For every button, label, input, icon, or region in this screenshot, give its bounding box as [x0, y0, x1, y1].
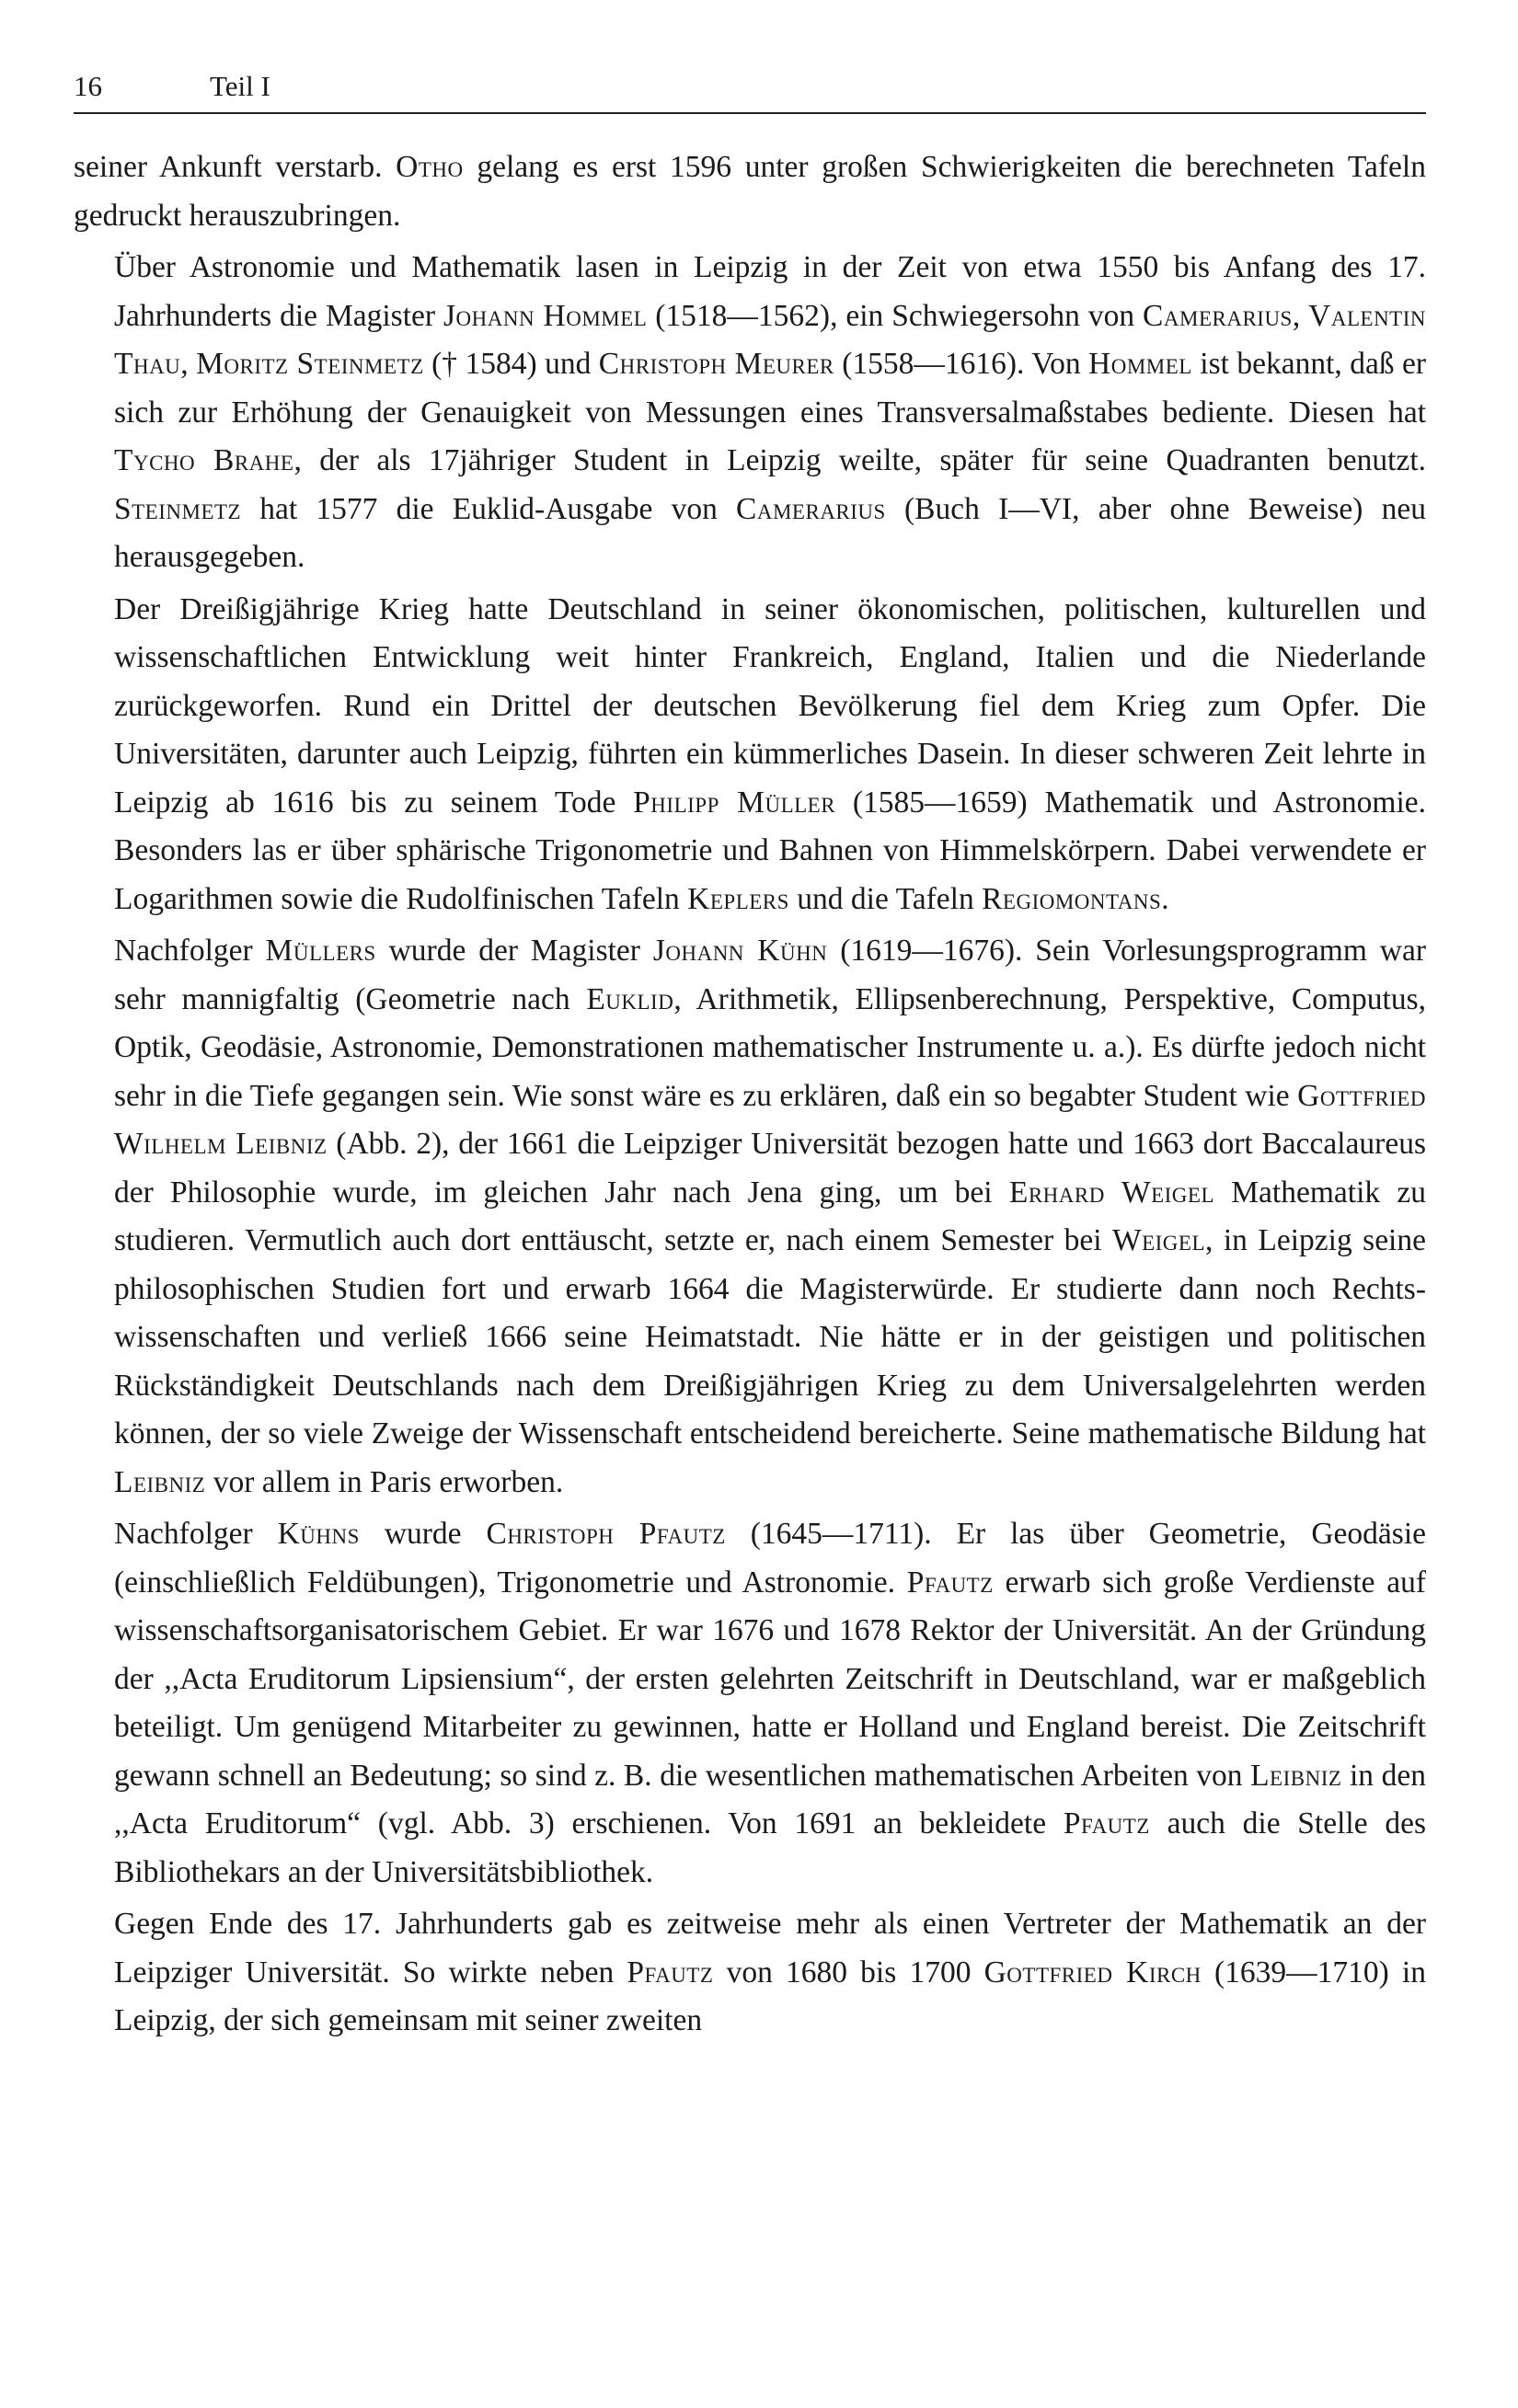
- text-run: (1558—1616). Von: [834, 347, 1089, 381]
- text-run: vor allem in Paris erworben.: [205, 1464, 564, 1499]
- text-run: von 1680 bis 1700: [713, 1955, 984, 1989]
- text-run: (1645—1711). Er las über Geometrie, Geodäsie (einschließlich Feldübungen), Trigonometrie und Astronomie.: [114, 1517, 1426, 1600]
- person-name: Leibniz: [114, 1464, 206, 1499]
- text-run: Nachfolger: [114, 934, 266, 968]
- person-name: Erhard Weigel: [1008, 1175, 1215, 1210]
- text-run: , in Leipzig seine philosophischen Studien fort und erwarb 1664 die Magisterwürde. Er studierte dann noch Rechtswissenschaften und verließ 1666 seine Heimatstadt. Nie hätte er in der geistigen und politischen Rückständigkeit Deutschlands nach dem Dreißigjährigen Krieg zu dem Universalgelehrten werden können, der so viele Zweige der Wissenschaft entscheidend bereicherte. Seine mathematische Bildung hat: [114, 1223, 1426, 1451]
- person-name: Euklid: [586, 981, 674, 1016]
- text-run: (1619—1676). Sein Vorlesungsprogramm war sehr mannigfaltig (Geometrie nach: [114, 934, 1427, 1016]
- text-run: in den ,,Acta Eruditorum“ (vgl. Abb. 3) erschienen. Von 1691 an bekleidete: [114, 1758, 1426, 1840]
- text-run: seiner Ankunft verstarb.: [74, 150, 397, 184]
- person-name: Keplers: [687, 881, 789, 916]
- person-name: Pfautz: [1063, 1806, 1150, 1840]
- text-run: Nachfolger: [114, 1517, 278, 1551]
- person-name: Johann Hommel: [443, 298, 648, 333]
- text-run: und die Tafeln: [788, 881, 983, 916]
- text-run: (1585—1659) Mathematik und Astronomie. Besonders las er über sphärische Trigonometrie und Bahnen von Himmelskörpern. Dabei verwendete er Logarithmen sowie die Rudolfinischen Tafeln: [114, 785, 1426, 916]
- text-run: ,: [1292, 298, 1309, 333]
- text-run: Der Dreißigjährige Krieg hatte Deutschland in seiner ökonomischen, politischen, kulturellen und wissenschaftlichen Entwicklung weit hinter Frankreich, England, Italien und die Niederlande zurückgeworfen. Rund ein Drittel der deutschen Bevölkerung fiel dem Krieg zum Opfer. Die Universitäten, darunter auch Leipzig, führten ein kümmerliches Dasein. In dieser schweren Zeit lehrte in Leipzig ab 1616 bis zu seinem Tode: [114, 591, 1426, 820]
- person-name: Hommel: [1088, 347, 1192, 381]
- person-name: Otho: [396, 150, 464, 184]
- page-header: [74, 66, 1426, 114]
- person-name: Camerarius: [736, 491, 886, 526]
- text-run: Gegen Ende des 17. Jahrhunderts gab es zeitweise mehr als einen Vertreter der Mathematik an der Leipziger Universität. So wirkte neben: [114, 1907, 1426, 1989]
- paragraph: [74, 143, 1426, 240]
- text-run: Mathematik zu studieren. Vermutlich auch dort enttäuscht, setzte er, nach einem Semester bei: [114, 1175, 1426, 1257]
- person-name: Camerarius: [1143, 298, 1293, 333]
- text-run: wurde: [359, 1517, 487, 1551]
- person-name: Moritz Steinmetz: [196, 347, 424, 381]
- person-name: Pfautz: [906, 1565, 994, 1600]
- text-run: ,: [180, 347, 197, 381]
- text-run: wurde der Magister: [375, 934, 653, 968]
- person-name: Weigel: [1111, 1223, 1206, 1257]
- text-run: hat 1577 die Euklid-Ausgabe von: [241, 491, 737, 526]
- text-run: (1518—1562), ein Schwiegersohn von: [647, 298, 1144, 333]
- person-name: Christoph Pfautz: [486, 1517, 726, 1551]
- body-text: [74, 143, 1426, 2046]
- person-name: Pfautz: [627, 1955, 714, 1989]
- text-run: auch die Stelle des Bibliothekars an der Universitätsbibliothek.: [114, 1806, 1426, 1889]
- person-name: Leibniz: [1250, 1758, 1342, 1793]
- person-name: Steinmetz: [114, 491, 242, 526]
- text-run: erwarb sich große Verdienste auf wissenschaftsorganisatorischem Gebiet. Er war 1676 und 1678 Rektor der Universität. An der Gründung der ,,Acta Eruditorum Lipsiensium“, der ersten gelehrten Zeitschrift in Deutschland, war er maßgeblich beteiligt. Um genügend Mitarbeiter zu gewinnen, hatte er Holland und England bereist. Die Zeitschrift gewann schnell an Bedeutung; so sind z. B. die wesentlichen mathematischen Arbeiten von: [114, 1565, 1427, 1793]
- person-name: Kühns: [277, 1517, 360, 1551]
- person-name: Tycho Brahe: [114, 443, 294, 477]
- text-run: .: [1161, 881, 1169, 916]
- person-name: Gottfried Wilhelm Leibniz: [114, 1078, 1426, 1161]
- text-run: ist bekannt, daß er sich zur Erhöhung der Genauigkeit von Messungen eines Transversalmaßstabes bediente. Diesen hat: [114, 347, 1427, 430]
- text-run: gelang es erst 1596 unter großen Schwierigkeiten die berechneten Tafeln gedruckt herauszubringen.: [74, 150, 1426, 233]
- paragraph: [74, 1510, 1426, 1897]
- person-name: Philipp Müller: [633, 785, 836, 820]
- person-name: Regiomontans: [982, 881, 1162, 916]
- paragraph: [74, 244, 1426, 582]
- paragraph: [74, 1900, 1426, 2046]
- text-run: , Arithmetik, Ellipsenberechnung, Perspektive, Computus, Optik, Geodäsie, Astronomie, Demonstrationen mathematischer Instrumente u. a.). Es dürfte jedoch nicht sehr in die Tiefe gegangen sein. Wie sonst wäre es zu erklären, daß ein so begabter Student wie: [114, 981, 1426, 1113]
- person-name: Johann Kühn: [652, 934, 828, 968]
- person-name: Valentin Thau: [114, 298, 1427, 381]
- page-number: 16: [74, 70, 102, 102]
- text-run: (Buch I—VI, aber ohne Beweise) neu herausgegeben.: [114, 491, 1426, 574]
- person-name: Müllers: [265, 934, 376, 968]
- text-run: (1639—1710) in Leipzig, der sich gemeinsam mit seiner zweiten: [114, 1955, 1426, 2037]
- text-run: (Abb. 2), der 1661 die Leipziger Universität bezogen hatte und 1663 dort Baccalaureus der Philosophie wurde, im gleichen Jahr nach Jena ging, um bei: [114, 1127, 1426, 1210]
- text-run: Über Astronomie und Mathematik lasen in Leipzig in der Zeit von etwa 1550 bis Anfang des 17. Jahrhunderts die Magister: [114, 250, 1426, 333]
- person-name: Christoph Meurer: [598, 347, 834, 381]
- paragraph: [74, 586, 1426, 924]
- running-head: Teil I: [210, 70, 270, 102]
- text-run: († 1584) und: [423, 347, 599, 381]
- text-run: , der als 17jähriger Student in Leipzig weilte, später für seine Quadranten benutzt.: [293, 443, 1426, 477]
- paragraph: [74, 927, 1426, 1507]
- person-name: Gottfried Kirch: [983, 1955, 1202, 1989]
